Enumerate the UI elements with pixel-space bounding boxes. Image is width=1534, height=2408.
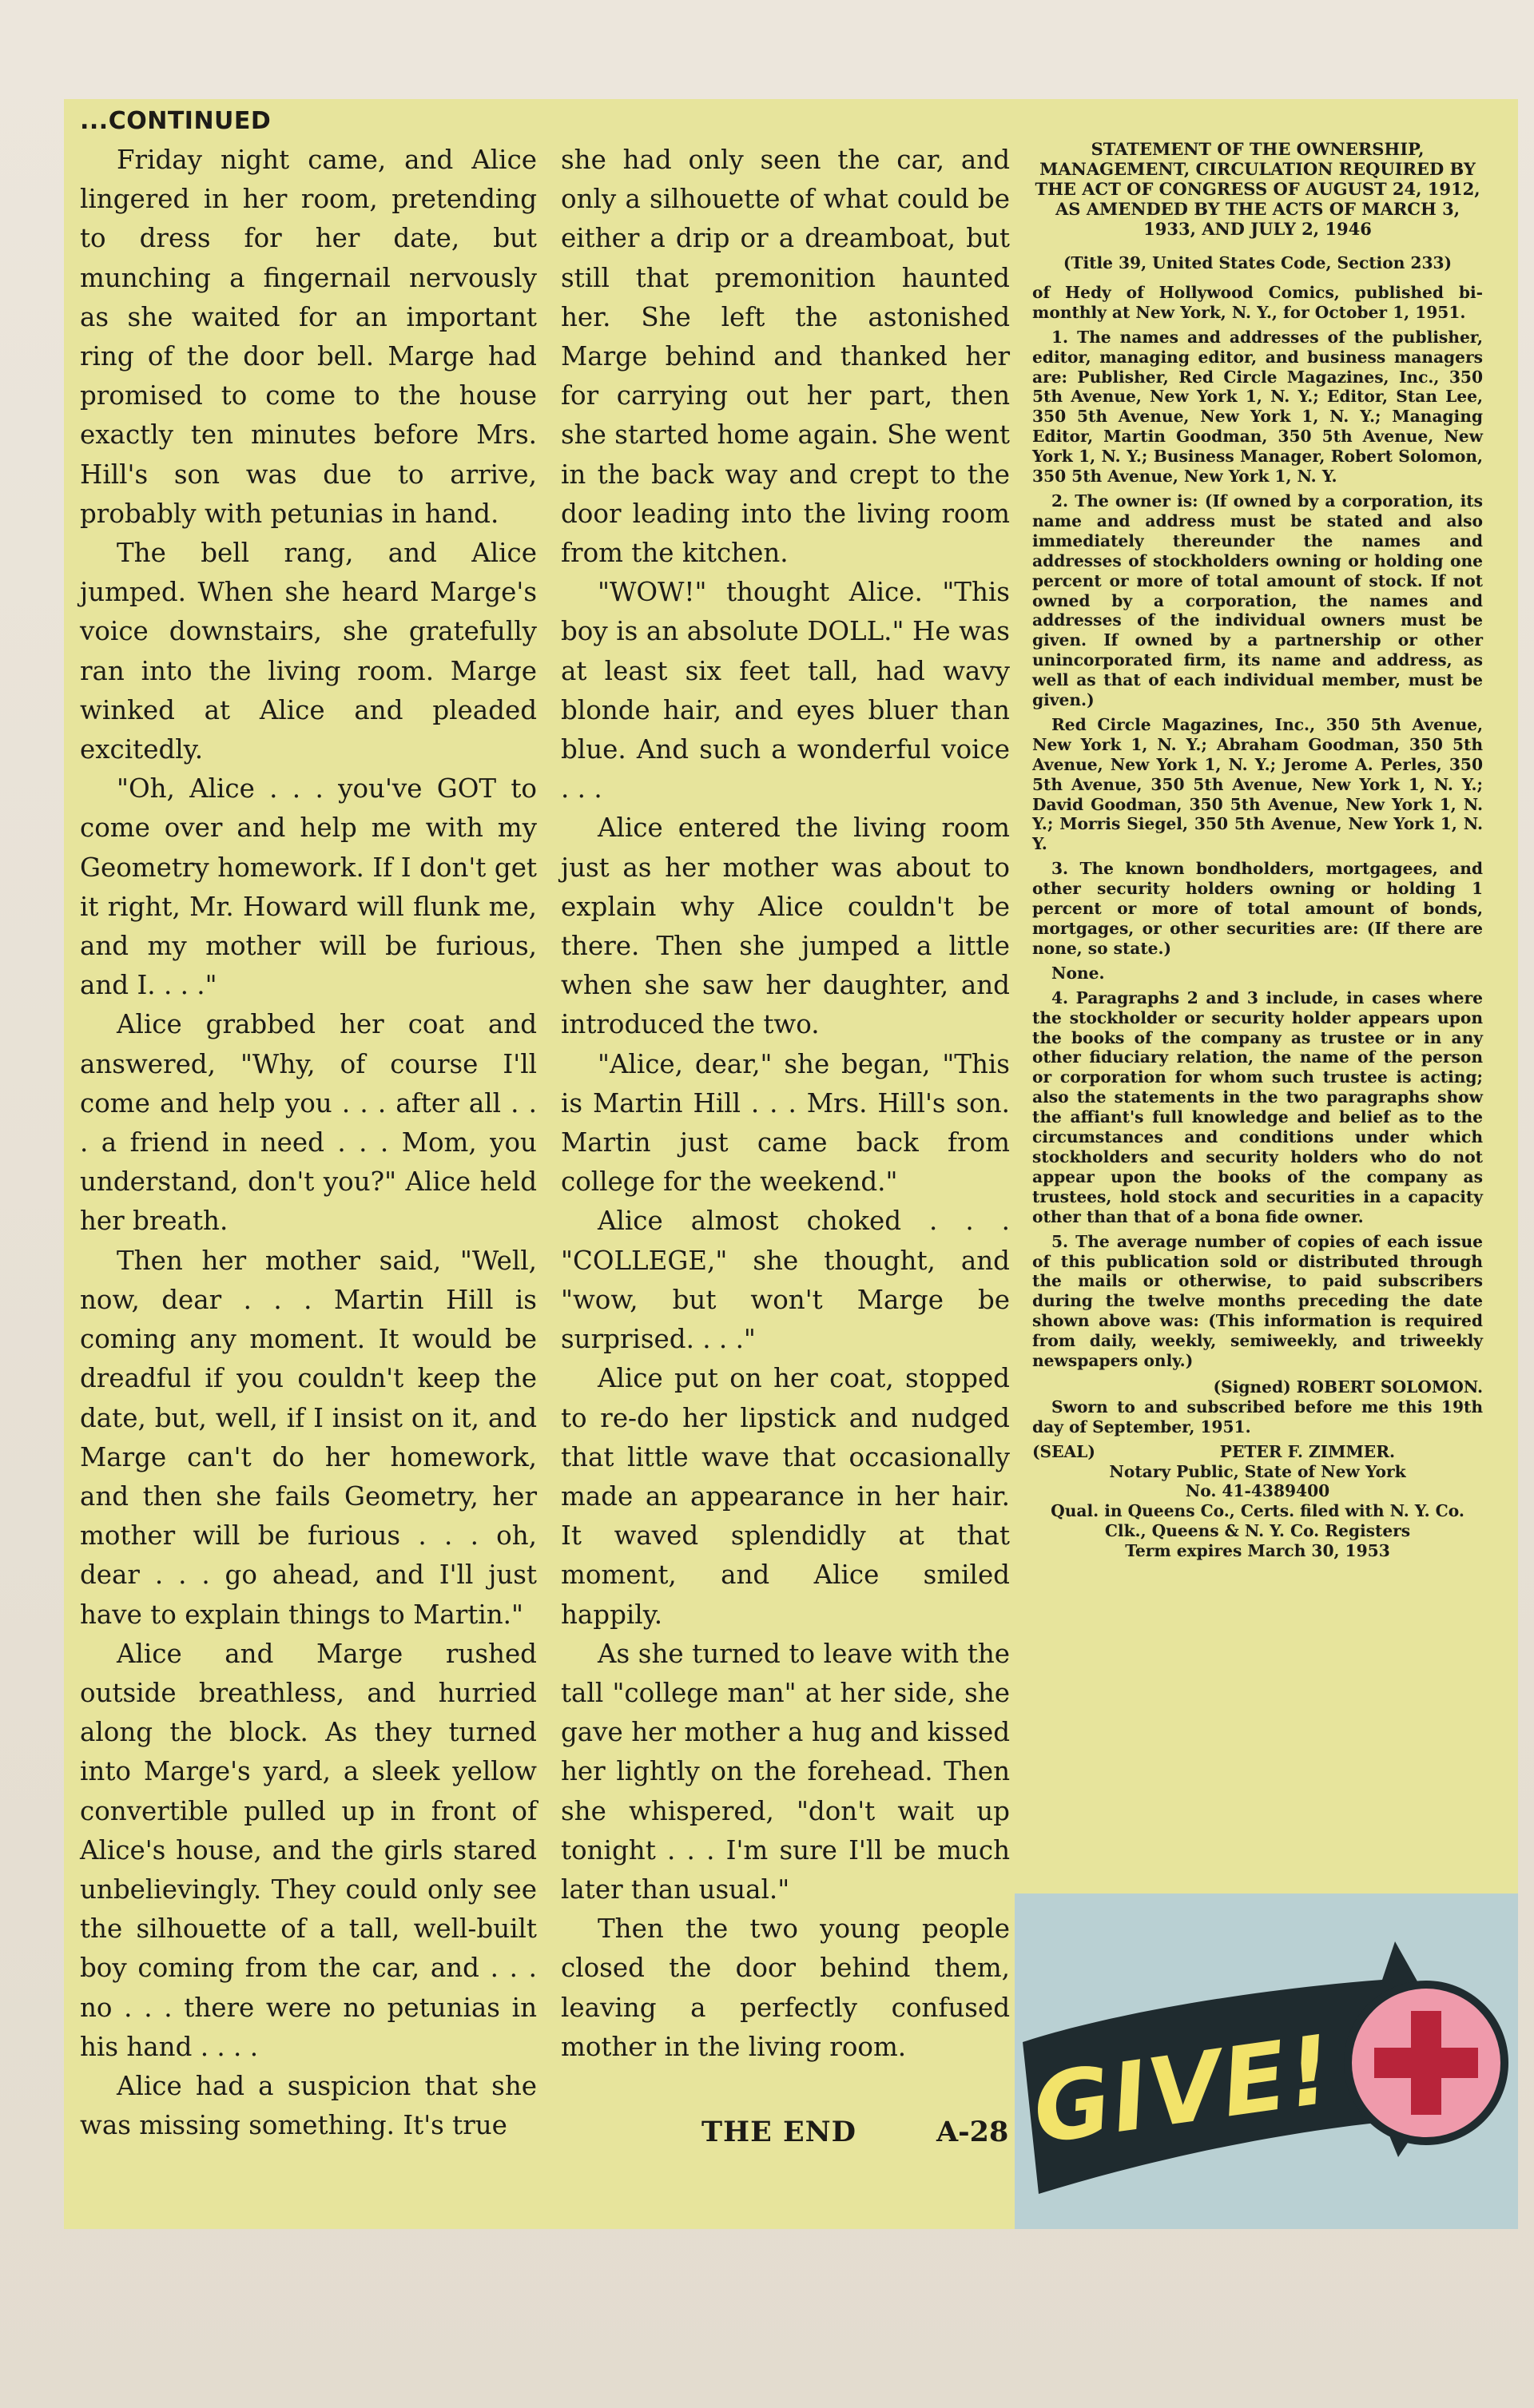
- statement-paragraph: 1. The names and addresses of the publisher, editor, managing editor, and business managers are: Publisher, Red Circle Magazines, Inc., 350 5th Avenue, New York 1, N. Y.; Editor, Stan Lee, 350 5th Avenue, New York 1, N. Y.; Managing Editor, Martin Goodman, 350 5th Avenue, New York 1, N. Y.; Business Manager, Robert Solomon, 350 5th Avenue, New York 1, N. Y.: [1032, 327, 1483, 487]
- statement-paragraph: 3. The known bondholders, mortgagees, and other security holders owning or holding 1 percent or more of total amount of bonds, mortgages, or other securities are: (If there are none, so state.): [1032, 859, 1483, 958]
- statement-heading: STATEMENT OF THE OWNERSHIP, MANAGEMENT, CIRCULATION REQUIRED BY THE ACT OF CONGRESS OF AUGUST 24, 1912, AS AMENDED BY THE ACTS OF MARCH 3, 1933, AND JULY 2, 1946: [1035, 139, 1480, 239]
- story-paragraph: Alice put on her coat, stopped to re-do her lipstick and nudged that little wave that occasionally made an appearance in her hair. It waved splendidly at that moment, and Alice smiled happily.: [561, 1363, 1010, 1630]
- story-paragraph: Friday night came, and Alice lingered in her room, pretending to dress for her date, but munching a fingernail nervously as she waited for an important ring of the door bell. Marge had promised to come to the house exactly ten minutes before Mrs. Hill's son was due to arrive, probably with petunias in hand.: [80, 145, 537, 529]
- statement-signature: (Signed) ROBERT SOLOMON.: [1213, 1377, 1483, 1397]
- story-paragraph: she had only seen the car, and only a silhouette of what could be either a drip or a dreamboat, but still that premonition haunted her. She left the astonished Marge behind and thanked her for carrying out her part, then she started home again. She went in the back way and crept to the door leading into the living room from the kitchen.: [561, 145, 1010, 569]
- notary-line: Qual. in Queens Co., Certs. filed with N. Y. Co. Clk., Queens & N. Y. Co. Registers: [1051, 1501, 1464, 1541]
- story-paragraph: "Oh, Alice . . . you've GOT to come over and help me with my Geometry homework. If I don't get it right, Mr. Howard will flunk me, and my mother will be furious, and I. . . .": [80, 773, 537, 1001]
- statement-intro: of Hedy of Hollywood Comics, published bi-monthly at New York, N. Y., for October 1, 1951.: [1032, 282, 1483, 322]
- notary-line: Term expires March 30, 1953: [1125, 1541, 1390, 1561]
- statement-paragraph: 4. Paragraphs 2 and 3 include, in cases where the stockholder or security holder appears upon the books of the company as trustee or in any other fiduciary relation, the name of the person or corporation for whom such trustee is acting; also the statements in the two paragraphs show the affiant's full knowledge and belief as to the circumstances and conditions under which stockholders and security holders who do not appear upon the books of the company as trustees, hold stock and securities in a capacity other than that of a bona fide owner.: [1032, 987, 1483, 1226]
- notary-row: [1032, 1442, 1483, 1462]
- seal-label: (SEAL): [1032, 1441, 1095, 1461]
- notary-name: PETER F. ZIMMER.: [1219, 1441, 1395, 1461]
- red-cross-ad: [1015, 1893, 1518, 2229]
- notary-line: No. 41-4389400: [1185, 1481, 1330, 1501]
- story-paragraph: The bell rang, and Alice jumped. When she heard Marge's voice downstairs, she gratefully ran into the living room. Marge winked at Alice and pleaded excitedly.: [80, 538, 537, 765]
- statement-paragraph: None.: [1051, 963, 1105, 983]
- story-paragraph: Alice grabbed her coat and answered, "Why, of course I'll come and help you . . . after all . . . a friend in need . . . Mom, you understand, don't you?" Alice held her breath.: [80, 1009, 537, 1237]
- page-number: A-28: [936, 2116, 1009, 2148]
- statement-title-code: (Title 39, United States Code, Section 233): [1063, 253, 1453, 272]
- story-paragraph: Then her mother said, "Well, now, dear . . . Martin Hill is coming any moment. It would be dreadful if you couldn't keep the date, but, well, if I insist on it, and Marge can't do her homework, and then she fails Geometry, her mother will be furious . . . oh, dear . . . go ahead, and I'll just have to explain things to Martin.": [80, 1245, 537, 1630]
- give-text: GIVE!: [1026, 2013, 1340, 2165]
- story-paragraph: Alice and Marge rushed outside breathless, and hurried along the block. As they turned into Marge's yard, a sleek yellow convertible pulled up in front of Alice's house, and the girls stared unbelievingly. They could only see the silhouette of a tall, well-built boy coming from the car, and . . . no . . . there were no petunias in his hand . . . .: [80, 1638, 537, 2062]
- story-paragraph: Alice entered the living room just as her mother was about to explain why Alice couldn't be there. Then she jumped a little when she saw her daughter, and introduced the two.: [561, 813, 1010, 1040]
- statement-sworn: Sworn to and subscribed before me this 19th day of September, 1951.: [1032, 1397, 1483, 1436]
- story-paragraph: Alice almost choked . . . "COLLEGE," she thought, and "wow, but won't Marge be surprised. . . .": [561, 1206, 1010, 1355]
- story-paragraph: Then the two young people closed the door behind them, leaving a perfectly confused mother in the living room.: [561, 1913, 1010, 2062]
- statement-paragraph: 2. The owner is: (If owned by a corporation, its name and address must be stated and also immediately thereunder the names and addresses of stockholders owning or holding one percent or more of total amount of stock. If not owned by a corporation, the names and addresses of the individual owners must be given. If owned by a partnership or other unincorporated firm, its name and address, as well as that of each individual member, must be given.): [1032, 491, 1483, 710]
- ownership-statement: [1032, 139, 1483, 1561]
- continued-label: ...CONTINUED: [80, 107, 272, 135]
- story-paragraph: "Alice, dear," she began, "This is Martin Hill . . . Mrs. Hill's son. Martin just came back from college for the weekend.": [561, 1048, 1010, 1198]
- story-column-2: [561, 141, 1010, 2067]
- give-banner-graphic: [1015, 1893, 1518, 2229]
- the-end-label: THE END: [701, 2116, 856, 2148]
- story-column-1: [80, 104, 537, 2145]
- story-paragraph: "WOW!" thought Alice. "This boy is an absolute DOLL." He was at least six feet tall, had wavy blonde hair, and eyes bluer than blue. And such a wonderful voice . . .: [561, 577, 1010, 805]
- notary-line: Notary Public, State of New York: [1109, 1461, 1406, 1481]
- statement-paragraph: Red Circle Magazines, Inc., 350 5th Avenue, New York 1, N. Y.; Abraham Goodman, 350 5th Avenue, New York 1, N. Y.; Jerome A. Perles, 350 5th Avenue, 350 5th Avenue, New York 1, N. Y.; David Goodman, 350 5th Avenue, New York 1, N. Y.; Morris Siegel, 350 5th Avenue, New York 1, N. Y.: [1032, 714, 1483, 854]
- statement-paragraph: 5. The average number of copies of each issue of this publication sold or distributed through the mails or otherwise, to paid subscribers during the twelve months preceding the date shown above was: (This information is required from daily, weekly, semiweekly, and triweekly newspapers only.): [1032, 1231, 1483, 1371]
- story-paragraph: As she turned to leave with the tall "college man" at her side, she gave her mother a hug and kissed her lightly on the forehead. Then she whispered, "don't wait up tonight . . . I'm sure I'll be much later than usual.": [561, 1638, 1010, 1905]
- story-paragraph: Alice had a suspicion that she was missing something. It's true: [80, 2070, 537, 2141]
